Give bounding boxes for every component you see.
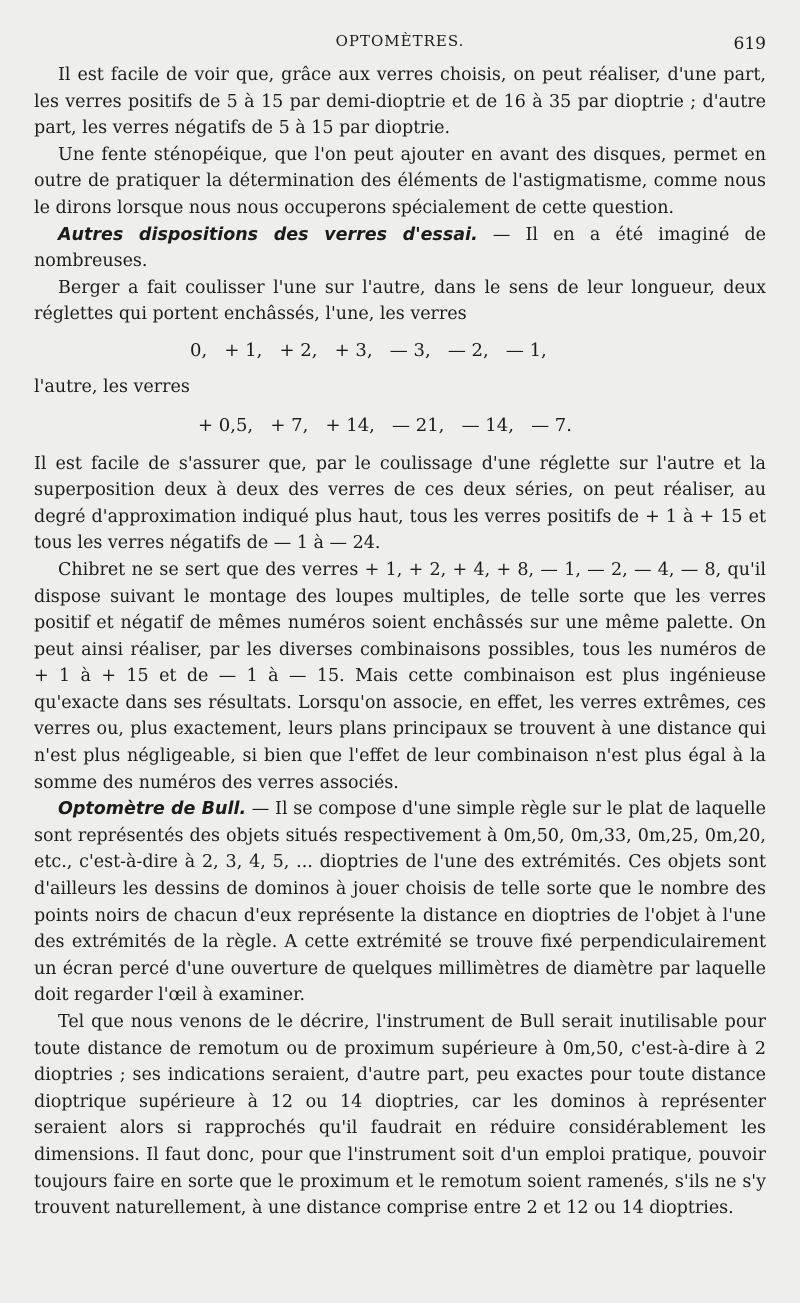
paragraph-3-text: — Il en a été imaginé de nombreuses. (34, 224, 766, 272)
section-heading-verres-essai: Autres dispositions des verres d'essai. (58, 224, 478, 245)
formula-berger-first-series: 0, + 1, + 2, + 3, — 3, — 2, — 1, (190, 339, 547, 361)
running-header (0, 30, 800, 56)
paragraph-1: Il est facile de voir que, grâce aux verres choisis, on peut réaliser, d'une part, les verres positifs de 5 à 15 par demi-dioptrie et de 16 à 35 par dioptrie ; d'autre part, les verres négatifs de 5 à 15 par dioptrie. (34, 65, 766, 139)
paragraph-4: Berger a fait coulisser l'une sur l'autre, dans le sens de leur longueur, deux réglettes qui portent enchâssés, l'une, les verres (34, 277, 766, 325)
section-heading-optometre-bull: Optomètre de Bull. (58, 799, 247, 820)
paragraph-8-text: — Il se compose d'une simple règle sur le plat de laquelle sont représentés des objets situés respectivement à 0m,50, 0m,33, 0m,25, 0m,20, etc., c'est-à-dire à 2, 3, 4, 5, ... dioptries de l'une des extrémités. Ces objets sont d'ailleurs les dessins de dominos à jouer choisis de telle sorte que le nombre des points noirs de chacun d'eux représente la distance en dioptries de l'objet à l'une des extrémités de la règle. A cette extrémité se trouve fixé perpendiculairement un écran percé d'une ouverture de quelques millimètres de diamètre par laquelle doit regarder l'œil à examiner. (34, 799, 766, 1006)
paragraph-2: Une fente sténopéique, que l'on peut ajouter en avant des disques, permet en outre de pratiquer la détermination des éléments de l'astigmatisme, comme nous le dirons lorsque nous nous occuperons spécialement de cette question. (34, 144, 766, 218)
paragraph-9: Tel que nous venons de le décrire, l'instrument de Bull serait inutilisable pour toute distance de remotum ou de proximum supérieure à 0m,50, c'est-à-dire à 2 dioptries ; ses indications seraient, d'autre part, peu exactes pour toute distance dioptrique supérieure à 12 ou 14 dioptries, car les dominos à représenter seraient alors si rapprochés qu'il faudrait en réduire considérablement les dimensions. Il faut donc, pour que l'instrument soit d'un emploi pratique, pouvoir toujours faire en sorte que le proximum et le remotum soient ramenés, s'ils ne s'y trouvent naturellement, à une distance comprise entre 2 et 12 ou 14 dioptries. (34, 1012, 766, 1219)
paragraph-7: Chibret ne se sert que des verres + 1, + 2, + 4, + 8, — 1, — 2, — 4, — 8, qu'il dispose suivant le montage des loupes multiples, de telle sorte que les verres positif et négatif de mêmes numéros soient enchâssés sur une même palette. On peut ainsi réaliser, par les diverses combinaisons possibles, tous les numéros de + 1 à + 15 et de — 1 à — 15. Mais cette combinaison est plus ingénieuse qu'exacte dans ses résultats. Lorsqu'on associe, en effet, les verres extrêmes, ces verres ou, plus exactement, leurs plans principaux se trouvent à une distance qui n'est plus négligeable, si bien que l'effet de leur combinaison n'est plus égal à la somme des numéros des verres associés. (34, 559, 766, 793)
page-number: 619 (733, 34, 766, 54)
paragraph-5: l'autre, les verres (34, 376, 190, 397)
running-title: OPTOMÈTRES. (335, 32, 465, 50)
formula-berger-second-series: + 0,5, + 7, + 14, — 21, — 14, — 7. (198, 414, 572, 436)
paragraph-6: Il est facile de s'assurer que, par le coulissage d'une réglette sur l'autre et la superposition deux à deux des verres de ces deux séries, on peut réaliser, au degré d'approximation indiqué plus haut, tous les verres positifs de + 1 à + 15 et tous les verres négatifs de — 1 à — 24. (34, 453, 766, 554)
paragraph-3 (34, 222, 766, 275)
paragraph-8 (34, 796, 766, 1009)
body-text (34, 62, 766, 1222)
